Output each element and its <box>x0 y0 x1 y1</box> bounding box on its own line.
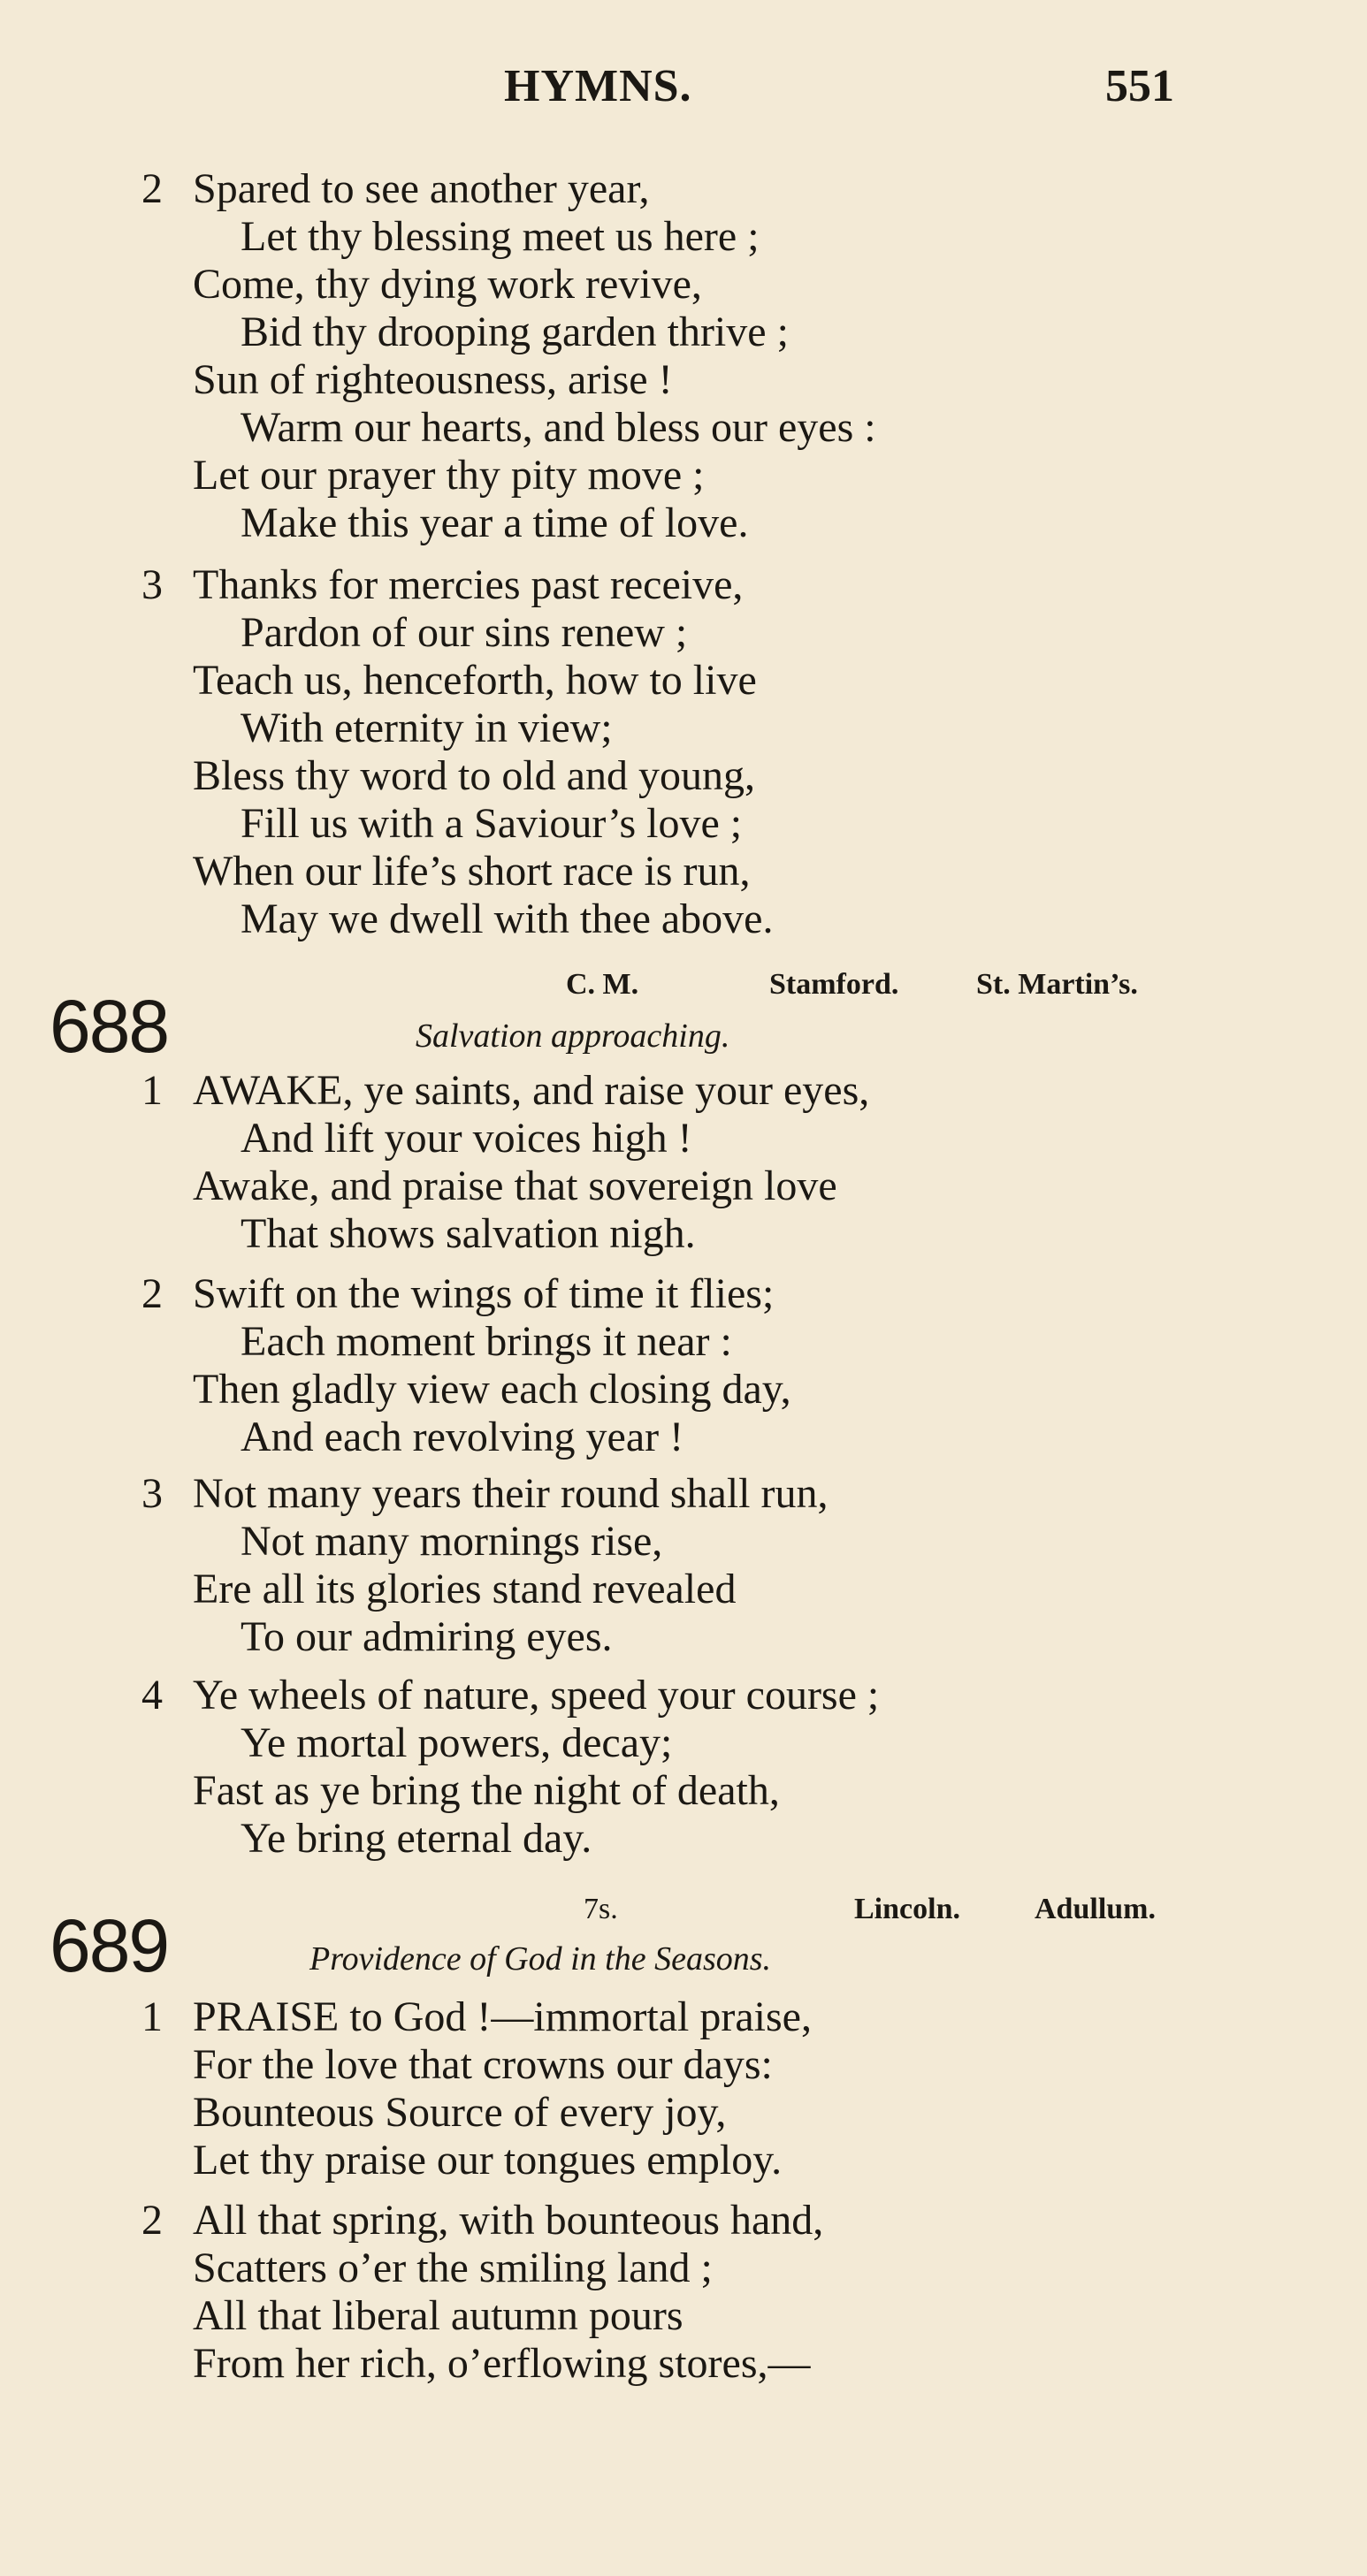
hymn-line: Pardon of our sins renew ; <box>241 609 688 656</box>
hymn-line: Bid thy drooping garden thrive ; <box>241 309 789 355</box>
hymn-meter: C. M. <box>566 968 639 1001</box>
hymn-tune: Stamford. <box>769 968 899 1001</box>
verse-number: 2 <box>141 2197 163 2244</box>
hymn-meter: 7s. <box>584 1893 618 1925</box>
hymn-line: Let thy praise our tongues employ. <box>193 2137 783 2184</box>
hymn-line: AWAKE, ye saints, and raise your eyes, <box>193 1067 870 1114</box>
hymn-tune: St. Martin’s. <box>976 968 1138 1001</box>
verse-number: 2 <box>141 165 163 212</box>
verse-number: 3 <box>141 561 163 608</box>
hymn-line: Spared to see another year, <box>193 165 650 212</box>
hymn-line: May we dwell with thee above. <box>241 896 774 942</box>
hymn-tune: Lincoln. <box>854 1893 960 1925</box>
hymn-number: 689 <box>50 1904 169 1987</box>
hymn-line: Thanks for mercies past receive, <box>193 561 744 608</box>
hymn-line: With eternity in view; <box>241 705 613 751</box>
verse-number: 4 <box>141 1672 163 1719</box>
verse-number: 2 <box>141 1270 163 1317</box>
hymn-line: Let thy blessing meet us here ; <box>241 213 760 260</box>
verse-number: 3 <box>141 1470 163 1517</box>
hymn-line: That shows salvation nigh. <box>241 1210 696 1257</box>
hymn-line: PRAISE to God !—immortal praise, <box>193 1993 812 2040</box>
hymn-line: Fill us with a Saviour’s love ; <box>241 800 743 847</box>
hymn-line: And lift your voices high ! <box>241 1115 692 1162</box>
hymn-title: Salvation approaching. <box>416 1017 730 1055</box>
hymn-line: When our life’s short race is run, <box>193 848 751 895</box>
hymn-line: Then gladly view each closing day, <box>193 1366 791 1413</box>
hymn-line: Warm our hearts, and bless our eyes : <box>241 404 876 451</box>
hymn-line: And each revolving year ! <box>241 1414 684 1460</box>
hymn-line: Each moment brings it near : <box>241 1318 732 1365</box>
hymn-line: Ere all its glories stand revealed <box>193 1566 737 1612</box>
verse-number: 1 <box>141 1067 163 1114</box>
hymn-line: All that liberal autumn pours <box>193 2292 684 2339</box>
hymn-line: Bless thy word to old and young, <box>193 752 755 799</box>
hymn-line: Ye bring eternal day. <box>241 1815 592 1862</box>
hymn-line: Come, thy dying work revive, <box>193 261 702 308</box>
page-number: 551 <box>1105 61 1174 111</box>
hymn-line: Sun of righteousness, arise ! <box>193 356 673 403</box>
hymn-line: Scatters o’er the smiling land ; <box>193 2244 713 2291</box>
hymn-line: Let our prayer thy pity move ; <box>193 452 705 499</box>
hymn-line: To our admiring eyes. <box>241 1613 613 1660</box>
verse-number: 1 <box>141 1993 163 2040</box>
hymn-line: Make this year a time of love. <box>241 499 749 546</box>
hymn-line: From her rich, o’erflowing stores,— <box>193 2340 811 2387</box>
hymn-line: Ye wheels of nature, speed your course ; <box>193 1672 880 1719</box>
hymn-line: Awake, and praise that sovereign love <box>193 1162 837 1209</box>
hymn-line: Ye mortal powers, decay; <box>241 1719 673 1766</box>
hymn-line: All that spring, with bounteous hand, <box>193 2197 824 2244</box>
hymn-title: Providence of God in the Seasons. <box>309 1940 772 1978</box>
hymn-tune: Adullum. <box>1035 1893 1156 1925</box>
hymn-line: Bounteous Source of every joy, <box>193 2089 727 2136</box>
hymn-line: For the love that crowns our days: <box>193 2041 773 2088</box>
hymn-line: Swift on the wings of time it flies; <box>193 1270 775 1317</box>
hymn-line: Not many mornings rise, <box>241 1518 663 1565</box>
running-title: HYMNS. <box>504 61 692 111</box>
hymn-number: 688 <box>50 985 169 1068</box>
hymn-line: Teach us, henceforth, how to live <box>193 657 757 704</box>
hymn-line: Fast as ye bring the night of death, <box>193 1767 780 1814</box>
hymn-line: Not many years their round shall run, <box>193 1470 829 1517</box>
